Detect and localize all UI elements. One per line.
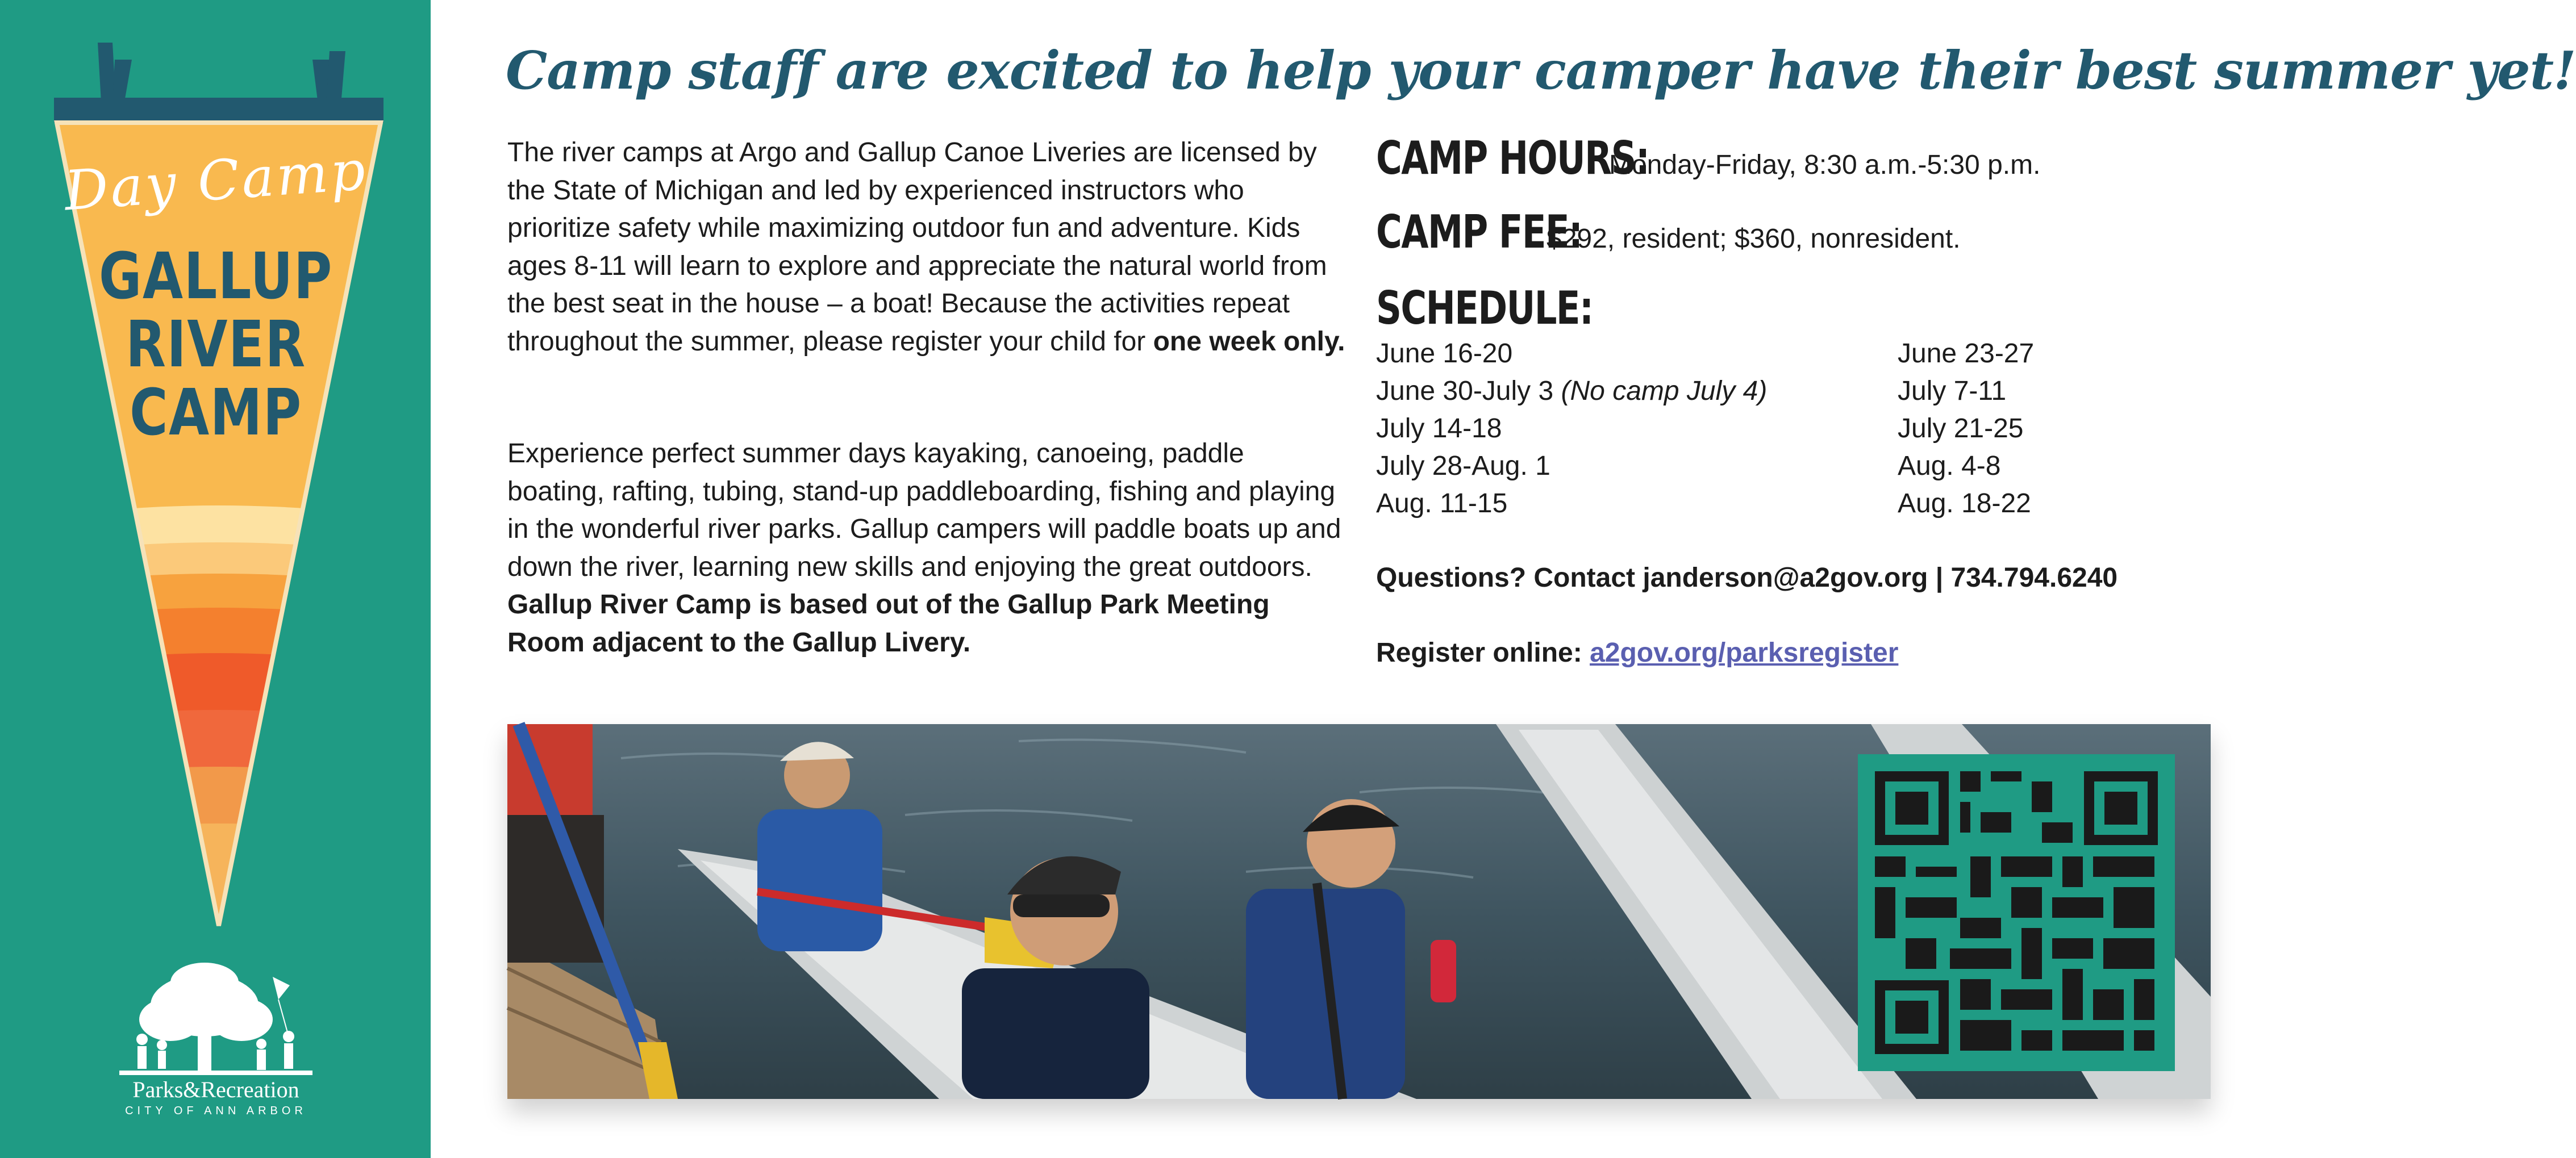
qr-code [1858, 754, 2175, 1071]
schedule-item: June 23-27 [1898, 338, 2035, 369]
page-headline: Camp staff are excited to help your camper have their best summer yet! [506, 40, 2576, 101]
pennant-title-line: CAMP [130, 376, 302, 450]
schedule-item: July 14-18 [1376, 413, 1502, 444]
camp-fee-label: CAMP FEE: [1376, 206, 1582, 258]
intro-bold-text: one week only. [1153, 326, 1345, 357]
register-label: Register online: [1376, 638, 1590, 668]
camp-hours-value: Monday-Friday, 8:30 a.m.-5:30 p.m. [1609, 150, 2041, 180]
pennant-script-label: Day Camp [62, 138, 370, 223]
camp-fee-value: $292, resident; $360, nonresident. [1547, 224, 1961, 254]
schedule-column-left [1376, 335, 1767, 522]
camp-fee-line [1376, 206, 1961, 258]
camp-hours-label: CAMP HOURS: [1376, 132, 1649, 185]
schedule-column-right [1898, 335, 2034, 522]
schedule-item: Aug. 11-15 [1376, 488, 1508, 519]
activities-bold-text: Gallup River Camp is based out of the Gallup Park Meeting Room adjacent to the Gallup Livery. [507, 590, 1270, 658]
schedule-item: Aug. 4-8 [1898, 451, 2001, 481]
schedule-item: June 30-July 3 (No camp July 4) [1376, 376, 1768, 406]
schedule-item: July 28-Aug. 1 [1376, 451, 1550, 481]
sidebar-band [0, 0, 431, 1158]
schedule-label: SCHEDULE: [1376, 282, 1593, 335]
activities-paragraph [507, 435, 1348, 662]
register-line [1376, 637, 1898, 668]
pennant-title-line: RIVER [126, 308, 306, 382]
intro-text: The river camps at Argo and Gallup Canoe Liveries are licensed by the State of Michigan and led by experienced instructors who prioritize safety while maximizing outdoor fun and adventure. Kids ages 8-11 will learn to explore and appreciate the natural world from the best seat in the house – a boat! Because the activities repeat throughout the summer, please register your child for [507, 137, 1327, 357]
schedule-item: June 16-20 [1376, 338, 1513, 369]
intro-paragraph [507, 134, 1348, 361]
contact-line: Questions? Contact janderson@a2gov.org | 734.794.6240 [1376, 563, 2118, 593]
pennant-title-line: GALLUP [99, 240, 333, 313]
schedule-item: July 21-25 [1898, 413, 2024, 444]
schedule-item: Aug. 18-22 [1898, 488, 2031, 519]
activities-text: Experience perfect summer days kayaking, canoeing, paddle boating, rafting, tubing, stand-up paddleboarding, fishing and playing in the wonderful river parks. Gallup campers will paddle boats up and down the river, learning new skills and enjoying the great outdoors. [507, 438, 1341, 582]
schedule-heading [1376, 282, 1654, 335]
city-of-ann-arbor-text: CITY OF ANN ARBOR [125, 1105, 307, 1117]
register-link[interactable]: a2gov.org/parksregister [1590, 638, 1899, 668]
parks-recreation-logo-text: Parks&Recreation [132, 1077, 299, 1102]
camp-hours-line [1376, 132, 2040, 185]
schedule-item: July 7-11 [1898, 376, 2007, 406]
